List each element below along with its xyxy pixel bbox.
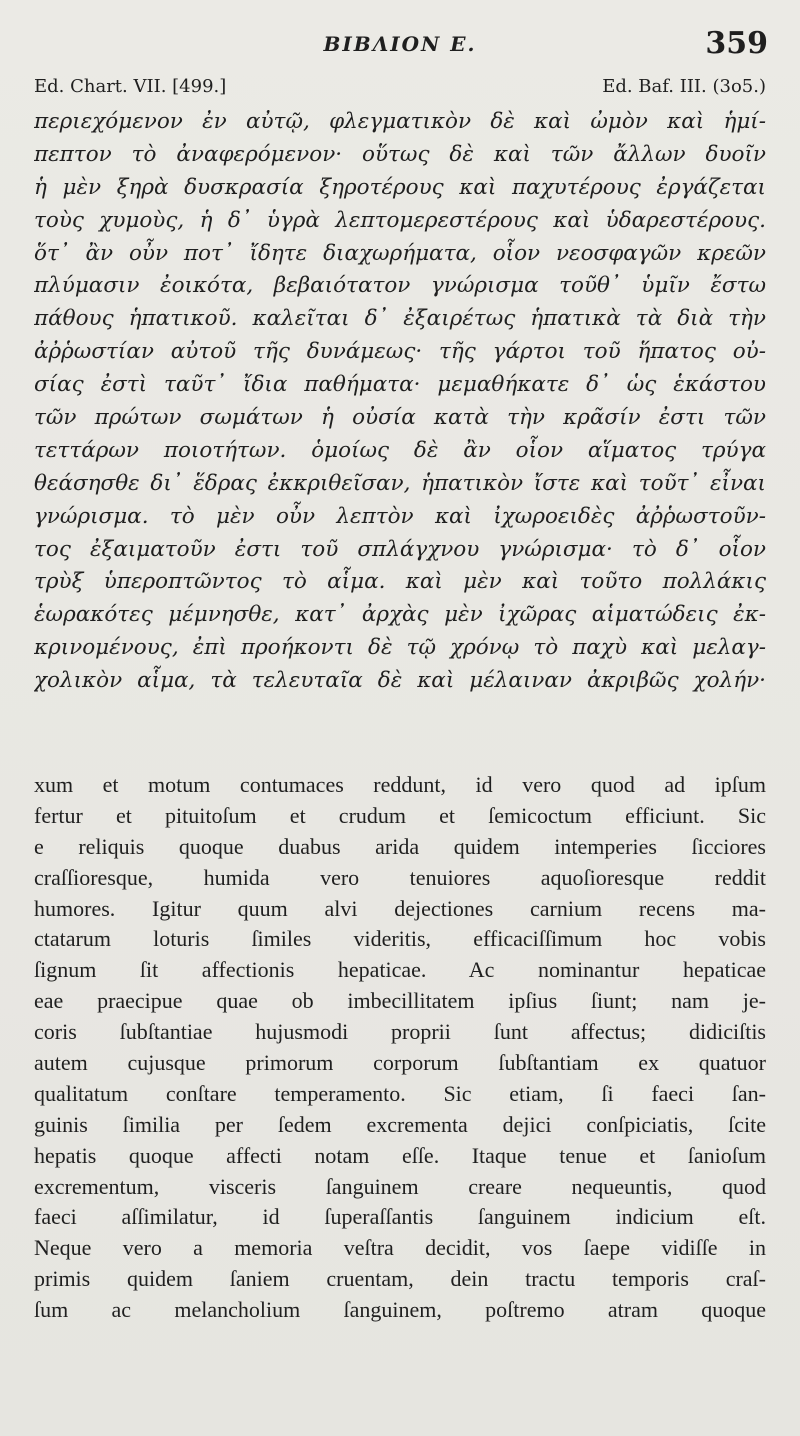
page-number: 359 (705, 26, 768, 61)
greek-text-line: κρινομένους, ἐπὶ προήκοντι δὲ τῷ χρόνῳ τὸ παχὺ καὶ μελαγ- (34, 635, 766, 661)
greek-text-line: σίας ἐστὶ ταῦτ᾽ ἴδια παθήματα· μεμαθήκατε δ᾽ ὡς ἑκάστου (34, 372, 766, 398)
latin-text-line: ctatarum loturis ſimiles videritis, efficaciſſimum hoc vobis (34, 926, 766, 952)
latin-text-line: excrementum, visceris ſanguinem creare nequeuntis, quod (34, 1173, 766, 1199)
latin-text-line: craſſioresque, humida vero tenuiores aquoſioresque reddit (34, 864, 766, 890)
latin-text-line: coris ſubſtantiae hujusmodi proprii ſunt affectus; didiciſtis (34, 1019, 766, 1045)
greek-text-line: τοὺς χυμοὺς, ἡ δ᾽ ὑγρὰ λεπτομερεστέρους καὶ ὑδαρεστέρους. (34, 207, 766, 233)
latin-text-line: faeci aſſimilatur, id ſuperaſſantis ſanguinem indicium eſt. (34, 1204, 766, 1230)
latin-text-line: ſum ac melancholium ſanguinem, poſtremo atram quoque (34, 1297, 766, 1323)
book-title: BIBΛΙΟΝ E. (323, 32, 477, 56)
greek-text-line: τρὺξ ὑπεροπτῶντος τὸ αἷμα. καὶ μὲν καὶ τοῦτο πολλάκις (34, 569, 766, 595)
latin-text-line: e reliquis quoque duabus arida quidem intemperies ſicciores (34, 833, 766, 859)
greek-text-line: θεάσησθε δι᾽ ἕδρας ἐκκριθεῖσαν, ἡπατικὸν ἴστε καὶ τοῦτ᾽ εἶναι (34, 470, 766, 496)
latin-text-line: primis quidem ſaniem cruentam, dein tractu temporis craſ- (34, 1266, 766, 1292)
greek-text-line: τος ἐξαιματοῦν ἐστι τοῦ σπλάγχνου γνώρισμα· τὸ δ᾽ οἷον (34, 536, 766, 562)
greek-text-line: πλύμασιν ἐοικότα, βεβαιότατον γνώρισμα τοῦθ᾽ ὑμῖν ἔστω (34, 273, 766, 299)
edition-reference-chartier: Ed. Chart. VII. [499.] (34, 76, 227, 97)
latin-text-line: hepatis quoque affecti notam eſſe. Itaque tenue et ſanioſum (34, 1142, 766, 1168)
greek-text-line: πεπτον τὸ ἀναφερόμενον· οὕτως δὲ καὶ τῶν ἄλλων δυοῖν (34, 141, 766, 167)
latin-text-line: eae praecipue quae ob imbecillitatem ipſius ſiunt; nam je- (34, 988, 766, 1014)
latin-text-line: xum et motum contumaces reddunt, id vero quod ad ipſum (34, 772, 766, 797)
latin-text-line: guinis ſimilia per ſedem excrementa dejici conſpiciatis, ſcite (34, 1111, 766, 1137)
greek-text-line: ὅτ᾽ ἂν οὖν ποτ᾽ ἴδητε διαχωρήματα, οἷον νεοσφαγῶν κρεῶν (34, 240, 766, 266)
greek-text-line: τεττάρων ποιοτήτων. ὁμοίως δὲ ἂν οἷον αἵματος τρύγα (34, 437, 766, 463)
edition-references (34, 76, 766, 100)
greek-text-block (34, 106, 766, 698)
greek-text-line: περιεχόμενον ἐν αὐτῷ, φλεγματικὸν δὲ καὶ ὠμὸν καὶ ἡμί- (34, 109, 766, 134)
latin-text-line: qualitatum conſtare temperamento. Sic etiam, ſi faeci ſan- (34, 1080, 766, 1106)
greek-text-line: τῶν πρώτων σωμάτων ἡ οὐσία κατὰ τὴν κρᾶσίν ἐστι τῶν (34, 405, 766, 431)
running-head (0, 26, 800, 66)
greek-text-line: πάθους ἡπατικοῦ. καλεῖται δ᾽ ἐξαιρέτως ἡπατικὰ τὰ διὰ τὴν (34, 306, 766, 332)
latin-text-line: humores. Igitur quum alvi dejectiones carnium recens ma- (34, 895, 766, 921)
latin-text-block (34, 770, 766, 1326)
greek-text-line: ἀῤῥωστίαν αὐτοῦ τῆς δυνάμεως· τῆς γάρτοι τοῦ ἥπατος οὐ- (34, 339, 766, 365)
latin-text-line: ſignum ſit affectionis hepaticae. Ac nominantur hepaticae (34, 957, 766, 983)
greek-text-line: χολικὸν αἷμα, τὰ τελευταῖα δὲ καὶ μέλαιναν ἀκριβῶς χολήν· (34, 668, 766, 694)
latin-text-line: fertur et pituitoſum et crudum et ſemicoctum efficiunt. Sic (34, 802, 766, 828)
latin-text-line: Neque vero a memoria veſtra decidit, vos ſaepe vidiſſe in (34, 1235, 766, 1261)
edition-reference-basel: Ed. Baf. III. (3o5.) (602, 76, 766, 97)
latin-text-line: autem cujusque primorum corporum ſubſtantiam ex quatuor (34, 1050, 766, 1076)
greek-text-line: ἡ μὲν ξηρὰ δυσκρασία ξηροτέρους καὶ παχυτέρους ἐργάζεται (34, 174, 766, 200)
greek-text-line: γνώρισμα. τὸ μὲν οὖν λεπτὸν καὶ ἰχωροειδὲς ἀῤῥωστοῦν- (34, 503, 766, 529)
greek-text-line: ἑωρακότες μέμνησθε, κατ᾽ ἀρχὰς μὲν ἰχῶρας αἱματώδεις ἐκ- (34, 602, 766, 628)
